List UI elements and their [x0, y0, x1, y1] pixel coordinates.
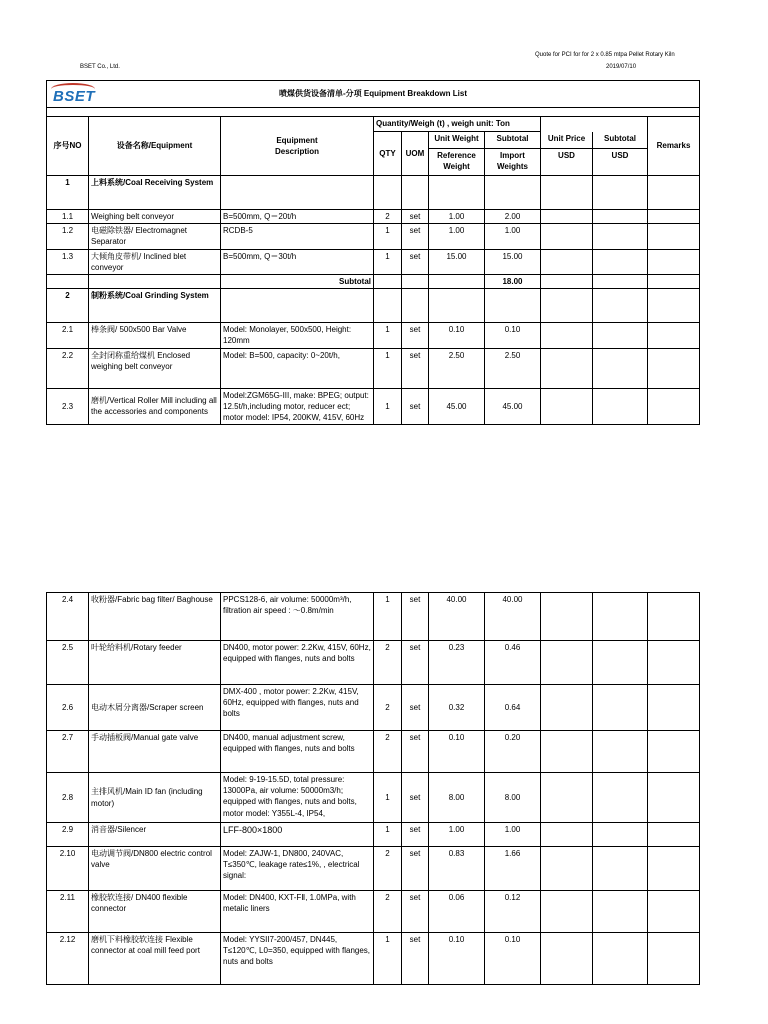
table-row: 2.6 电动木屑分离器/Scraper screen DMX-400 , motor power: 2.2Kw, 415V, 60Hz, equipped with flanges, nuts and bolts 2 set 0.32 0.64 [47, 685, 700, 731]
col-qty-group-header: Quantity/Weigh (t) , weigh unit: Ton [374, 117, 541, 132]
col-usd-header: USD [541, 149, 593, 176]
equipment-table-page2 [46, 592, 700, 985]
col-unit-weight-header: Unit Weight [429, 132, 485, 149]
document-date: 2019/07/10 [606, 64, 637, 70]
col-import-weights-header: Import Weights [485, 149, 541, 176]
bset-logo: BSET [51, 83, 97, 105]
table-row: 2.8 主排风机/Main ID fan (including motor) Model: 9-19-15.5D, total pressure: 13000Pa, air volume: 50000m3/h; equipped with flanges, nuts and bolts, motor model: Y355L-4, IP54, 1 set 8.00 8.00 [47, 773, 700, 823]
page-title: 喷煤供货设备清单-分项 Equipment Breakdown List [278, 89, 467, 99]
table-row: 2.7 手动插板阀/Manual gate valve DN400, manual adjustment screw, equipped with flanges, nuts and bolts 2 set 0.10 0.20 [47, 731, 700, 773]
company-name: BSET Co., Ltd. [80, 64, 120, 70]
col-qty-header: QTY [374, 132, 402, 176]
section-row: 2 制粉系统/Coal Grinding System [47, 289, 700, 323]
col-ref-weight-header: Reference Weight [429, 149, 485, 176]
table-row: 2.1 棒条阀/ 500x500 Bar Valve Model: Monolayer, 500x500, Height: 120mm 1 set 0.10 0.10 [47, 323, 700, 348]
table-row: 2.10 电动调节阀/DN800 electric control valve Model: ZAJW-1, DN800, 240VAC, T≤350℃, leakage rate≤1%, , electrical signal: 2 set 0.83 1.66 [47, 847, 700, 891]
subtotal-row [47, 274, 700, 288]
col-uom-header: UOM [402, 132, 429, 176]
table-row: 2.9 消音器/Silencer LFF-800×1800 1 set 1.00 1.00 [47, 823, 700, 847]
col-usd-header-2: USD [593, 149, 648, 176]
col-subtotal-weight-header: Subtotal [485, 132, 541, 149]
col-desc-header: Equipment Description [221, 117, 374, 176]
title-bar [47, 81, 700, 108]
table-row: 2.2 全封闭称重给煤机 Enclosed weighing belt conveyor Model: B=500, capacity: 0~20t/h, 1 set 2.50 2.50 [47, 348, 700, 388]
col-name-header: 设备名称/Equipment [89, 117, 221, 176]
section-row: 1 上料系统/Coal Receiving System [47, 176, 700, 210]
equipment-table-page1 [46, 80, 700, 425]
col-no-header: 序号NO [47, 117, 89, 176]
table-row: 2.11 橡胶软连接/ DN400 flexible connector Model: DN400, KXT-FⅡ, 1.0MPa, with metalic liners 2 set 0.06 0.12 [47, 891, 700, 933]
table-row: 2.4 收粉器/Fabric bag filter/ Baghouse PPCS128-6, air volume: 50000m³/h, filtration air speed : ～0.8m/min 1 set 40.00 40.00 [47, 593, 700, 641]
col-remarks-header: Remarks [648, 117, 700, 176]
col-unit-price-header: Unit Price [541, 132, 593, 149]
table-row: 1.2 电磁除铁器/ Electromagnet Separator RCDB-5 1 set 1.00 1.00 [47, 224, 700, 249]
col-subtotal-usd-header: Subtotal [593, 132, 648, 149]
table-row: 1.1 Weighing belt conveyor B=500mm, Q＝20t/h 2 set 1.00 2.00 [47, 210, 700, 224]
quote-line: Quote for PCI for for 2 x 0.85 mtpa Pellet Rotary Kiln [535, 52, 675, 58]
table-row: 2.3 磨机/Vertical Roller Mill including all the accessories and components Model:ZGM65G-III, make: BPEG; output: 12.5t/h,including motor, reducer ect; motor model: IP54, 200KW, 415V, 60Hz 1 set 45.00 45.00 [47, 388, 700, 425]
table-row: 2.12 磨机下料橡胶软连接 Flexible connector at coal mill feed port Model: YYSII7-200/457, DN445, T≤120℃, L0=350, equipped with flanges, nuts and bolts 1 set 0.10 0.10 [47, 933, 700, 985]
table-row: 2.5 叶轮给料机/Rotary feeder DN400, motor power: 2.2Kw, 415V, 60Hz, equipped with flanges, nuts and bolts 2 set 0.23 0.46 [47, 641, 700, 685]
table-row: 1.3 大倾角皮带机/ Inclined blet conveyor B=500mm, Q＝30t/h 1 set 15.00 15.00 [47, 249, 700, 274]
subtotal-value: 18.00 [485, 274, 541, 288]
subtotal-label: Subtotal [221, 274, 374, 288]
